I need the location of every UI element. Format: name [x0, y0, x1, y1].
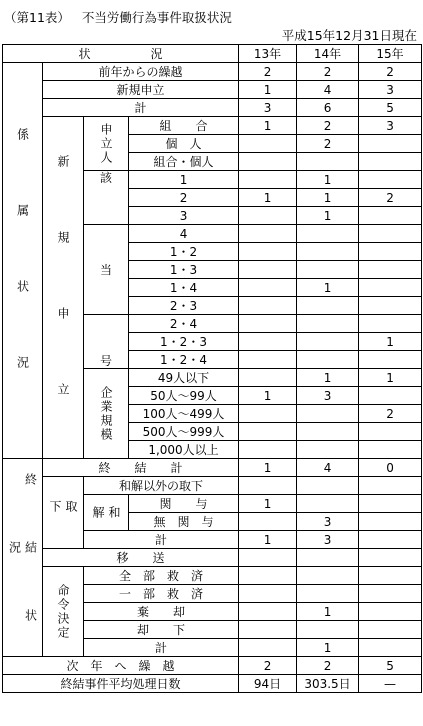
- value-14: [297, 153, 359, 171]
- value-14: 1: [297, 279, 359, 297]
- label-c3: 3: [129, 207, 239, 225]
- value-15: 1: [359, 369, 422, 387]
- row-kumiai: [3, 117, 422, 135]
- value-15: —: [359, 675, 422, 693]
- value-14: [297, 315, 359, 333]
- row-carry: [3, 63, 422, 81]
- label-kyakka: 却 下: [84, 621, 239, 639]
- value-14: [297, 495, 359, 513]
- label-avg: 終結事件平均処理日数: [3, 675, 239, 693]
- value-15: [359, 513, 422, 531]
- label-kumiai: 組 合: [129, 117, 239, 135]
- year-13-header: 13年: [239, 45, 297, 63]
- value-15: [359, 207, 422, 225]
- value-15: [359, 567, 422, 585]
- to-label: 当: [84, 225, 129, 315]
- value-14: 2: [297, 135, 359, 153]
- value-13: [239, 513, 297, 531]
- value-13: 1: [239, 117, 297, 135]
- value-13: 3: [239, 99, 297, 117]
- year-15-header: 15年: [359, 45, 422, 63]
- value-15: 3: [359, 117, 422, 135]
- value-15: [359, 423, 422, 441]
- value-13: 94日: [239, 675, 297, 693]
- label-c12: 1・2: [129, 243, 239, 261]
- value-13: [239, 603, 297, 621]
- row-zenbu: [3, 567, 422, 585]
- label-shuketsu: 終 結 計: [43, 459, 239, 477]
- label-c124: 1・2・4: [129, 351, 239, 369]
- value-15: [359, 531, 422, 549]
- row-shuketsu: [3, 459, 422, 477]
- value-15: [359, 639, 422, 657]
- value-13: [239, 585, 297, 603]
- label-s1000: 1,000人以上: [129, 441, 239, 459]
- year-14-header: 14年: [297, 45, 359, 63]
- value-13: 1: [239, 81, 297, 99]
- label-kei: 計: [43, 99, 239, 117]
- torisage-label: 取 下: [43, 477, 84, 549]
- gaito-label: 該: [84, 171, 129, 225]
- value-13: [239, 225, 297, 243]
- value-14: 1: [297, 171, 359, 189]
- keizoku-label: 係 属 状 況: [3, 63, 43, 459]
- value-14: [297, 477, 359, 495]
- value-14: 4: [297, 81, 359, 99]
- value-13: [239, 549, 297, 567]
- label-s500: 500人～999人: [129, 423, 239, 441]
- value-13: 1: [239, 531, 297, 549]
- value-15: [359, 297, 422, 315]
- value-15: [359, 441, 422, 459]
- value-14: [297, 567, 359, 585]
- go-label: 号: [84, 315, 129, 369]
- label-kojin: 個 人: [129, 135, 239, 153]
- label-mukanyo: 無 関 与: [129, 513, 239, 531]
- row-avg: [3, 675, 422, 693]
- label-c4: 4: [129, 225, 239, 243]
- value-13: [239, 423, 297, 441]
- value-13: [239, 477, 297, 495]
- label-carry: 前年からの繰越: [43, 63, 239, 81]
- value-15: [359, 495, 422, 513]
- value-14: 3: [297, 513, 359, 531]
- value-14: 1: [297, 603, 359, 621]
- meirei-label: 命令決定: [43, 567, 84, 657]
- header-row: [3, 45, 422, 63]
- value-14: 2: [297, 117, 359, 135]
- row-kei: [3, 99, 422, 117]
- value-14: [297, 351, 359, 369]
- value-14: 2: [297, 657, 359, 675]
- value-14: [297, 333, 359, 351]
- wakai-label: 和 解: [84, 495, 129, 531]
- value-15: [359, 243, 422, 261]
- value-13: [239, 369, 297, 387]
- value-14: 1: [297, 369, 359, 387]
- value-15: [359, 171, 422, 189]
- table-title: [4, 8, 232, 26]
- value-15: [359, 153, 422, 171]
- label-c24: 2・4: [129, 315, 239, 333]
- value-13: [239, 405, 297, 423]
- value-14: [297, 243, 359, 261]
- value-15: 1: [359, 333, 422, 351]
- value-13: [239, 333, 297, 351]
- moushitate-nin-label: 申立人: [84, 117, 129, 171]
- value-13: [239, 279, 297, 297]
- shuketsu-group-label: 終 結 状 況: [3, 459, 43, 657]
- label-c2: 2: [129, 189, 239, 207]
- label-tori-kei: 計: [84, 531, 239, 549]
- value-14: [297, 549, 359, 567]
- value-13: [239, 243, 297, 261]
- kigyo-label: 企業規模: [84, 369, 129, 459]
- value-13: [239, 135, 297, 153]
- label-wakai-igai: 和解以外の取下: [84, 477, 239, 495]
- value-13: [239, 567, 297, 585]
- value-14: [297, 297, 359, 315]
- value-14: 6: [297, 99, 359, 117]
- value-14: 3: [297, 387, 359, 405]
- label-ichibu: 一 部 救 済: [84, 585, 239, 603]
- row-new: [3, 81, 422, 99]
- value-15: [359, 261, 422, 279]
- row-wakai-igai: [3, 477, 422, 495]
- label-c123: 1・2・3: [129, 333, 239, 351]
- new-vertical-label: 新 規 申 立: [43, 117, 84, 459]
- label-s100: 100人～499人: [129, 405, 239, 423]
- table-number: （第11表）: [4, 10, 70, 25]
- label-c1: 1: [129, 171, 239, 189]
- value-13: 1: [239, 459, 297, 477]
- status-table: [2, 44, 422, 693]
- value-14: 4: [297, 459, 359, 477]
- value-15: [359, 279, 422, 297]
- value-15: [359, 477, 422, 495]
- value-15: 5: [359, 99, 422, 117]
- label-s50: 50人～99人: [129, 387, 239, 405]
- value-13: [239, 621, 297, 639]
- label-c14: 1・4: [129, 279, 239, 297]
- label-jinen: 次 年 へ 繰 越: [3, 657, 239, 675]
- title-text: 不当労働行為事件取扱状況: [81, 10, 232, 25]
- value-15: 2: [359, 405, 422, 423]
- label-kikyaku: 棄 却: [84, 603, 239, 621]
- value-13: 2: [239, 63, 297, 81]
- value-15: [359, 315, 422, 333]
- label-s49: 49人以下: [129, 369, 239, 387]
- value-14: [297, 405, 359, 423]
- as-of-date: 平成15年12月31日現在: [281, 28, 417, 43]
- label-meirei-kei: 計: [84, 639, 239, 657]
- value-13: 1: [239, 189, 297, 207]
- value-13: [239, 639, 297, 657]
- value-13: 2: [239, 657, 297, 675]
- value-13: 1: [239, 495, 297, 513]
- value-15: [359, 387, 422, 405]
- label-new: 新規申立: [43, 81, 239, 99]
- value-13: [239, 315, 297, 333]
- value-15: 3: [359, 81, 422, 99]
- value-13: [239, 261, 297, 279]
- value-14: 1: [297, 189, 359, 207]
- value-15: [359, 549, 422, 567]
- status-header: 状 況: [3, 45, 239, 63]
- value-15: 5: [359, 657, 422, 675]
- label-kumiai-kojin: 組合・個人: [129, 153, 239, 171]
- value-15: [359, 621, 422, 639]
- value-13: [239, 351, 297, 369]
- label-kanyo: 関 与: [129, 495, 239, 513]
- value-15: 2: [359, 63, 422, 81]
- value-14: 3: [297, 531, 359, 549]
- value-15: [359, 225, 422, 243]
- value-14: [297, 441, 359, 459]
- value-14: [297, 585, 359, 603]
- label-zenbu: 全 部 救 済: [84, 567, 239, 585]
- value-13: [239, 153, 297, 171]
- value-15: [359, 603, 422, 621]
- value-14: [297, 423, 359, 441]
- value-14: [297, 261, 359, 279]
- value-15: [359, 135, 422, 153]
- label-c13: 1・3: [129, 261, 239, 279]
- value-13: [239, 297, 297, 315]
- value-13: [239, 207, 297, 225]
- value-14: [297, 225, 359, 243]
- value-14: 1: [297, 207, 359, 225]
- value-14: 2: [297, 63, 359, 81]
- label-iso: 移 送: [43, 549, 239, 567]
- value-13: [239, 441, 297, 459]
- row-jinen: [3, 657, 422, 675]
- value-13: [239, 171, 297, 189]
- value-14: [297, 621, 359, 639]
- value-14: 303.5日: [297, 675, 359, 693]
- value-15: 2: [359, 189, 422, 207]
- value-14: 1: [297, 639, 359, 657]
- label-c23: 2・3: [129, 297, 239, 315]
- value-15: 0: [359, 459, 422, 477]
- value-15: [359, 585, 422, 603]
- value-15: [359, 351, 422, 369]
- value-13: 1: [239, 387, 297, 405]
